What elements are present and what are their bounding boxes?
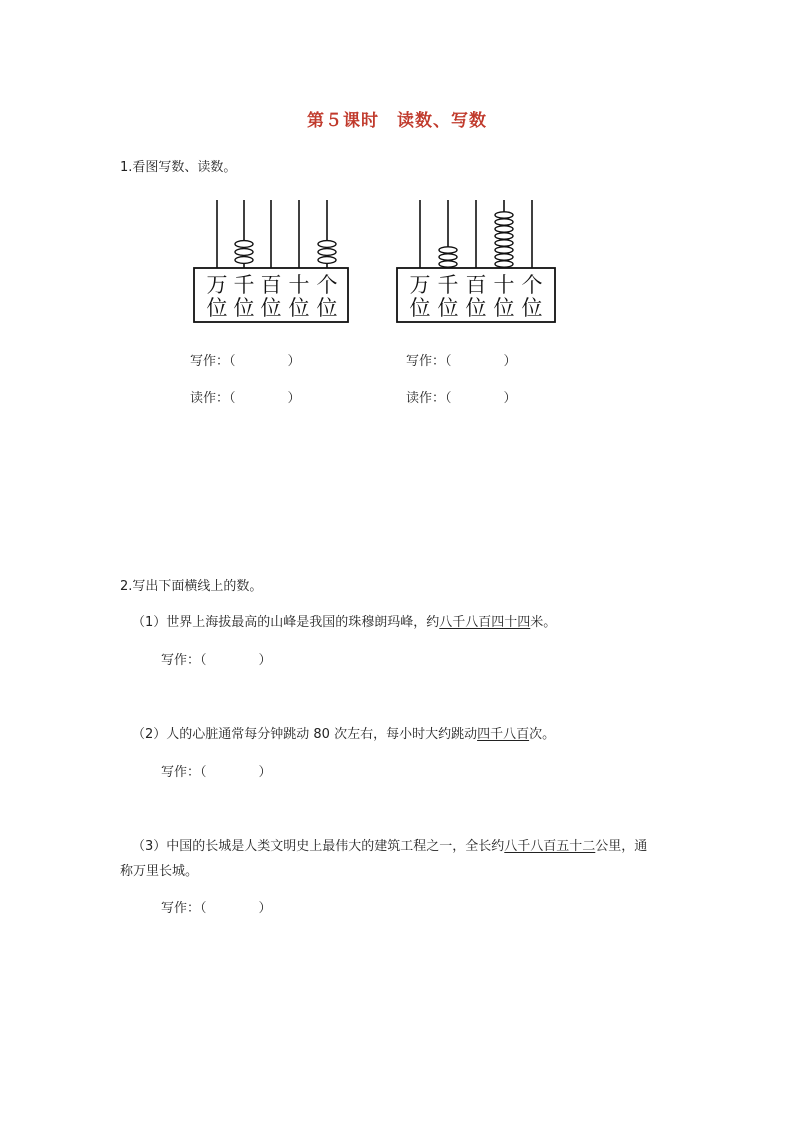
abacus-1-suffix: 位 [288,296,310,320]
abacus-2-suffix: 位 [437,296,459,320]
abacus-bead [495,254,513,260]
abacus-1-suffix: 位 [316,296,338,320]
close-paren: ） [258,765,272,780]
abacus-2-unit-qian: 千 [437,273,459,297]
abacus-2-suffix: 位 [521,296,543,320]
q2-item-1-write-answer[interactable] [161,649,272,668]
q2-item-3-underlined: 八千八百五十二 [504,839,596,854]
abacus-1 [190,196,355,326]
abacus-1-rods [217,200,327,268]
page-title: 第５课时 读数、写数 [307,111,487,131]
q2-item-2 [132,723,555,742]
q2-item-1-prefix: （1）世界上海拔最高的山峰是我国的珠穆朗玛峰，约 [132,615,440,630]
abacus-1-unit-ge: 个 [316,273,338,297]
abacus-2-unit-shi: 十 [493,273,515,297]
abacus-2 [393,196,563,326]
abacus-bead [495,219,513,225]
abacus-2-suffix: 位 [493,296,515,320]
close-paren: ） [503,391,517,406]
abacus-2-unit-ge: 个 [521,273,543,297]
abacus-1-unit-shi: 十 [288,273,310,297]
abacus-bead [495,240,513,246]
q1-abacus-2-read-answer[interactable] [406,387,517,406]
write-label: 写作：（ [161,653,207,668]
close-paren: ） [287,391,301,406]
q2-item-3-continuation: 称万里长城。 [120,864,199,879]
close-paren: ） [503,354,517,369]
abacus-bead [235,249,253,256]
abacus-1-beads [235,241,336,264]
abacus-1-suffix: 位 [206,296,228,320]
abacus-bead [495,261,513,267]
abacus-2-figure [393,196,563,326]
q2-item-1-underlined: 八千八百四十四 [439,615,531,630]
abacus-bead [439,261,457,267]
abacus-1-unit-wan: 万 [206,273,228,297]
abacus-bead [495,233,513,239]
abacus-bead [495,226,513,232]
abacus-2-unit-wan: 万 [409,273,431,297]
q1-abacus-2-write-answer[interactable] [406,350,517,369]
q2-item-2-prefix: （2）人的心脏通常每分钟跳动 80 次左右，每小时大约跳动 [132,727,478,742]
q2-item-1 [132,611,556,630]
abacus-bead [439,254,457,260]
write-label: 写作：（ [161,901,207,916]
close-paren: ） [287,354,301,369]
q2-item-3 [132,835,647,854]
q2-item-1-suffix: 米。 [530,615,557,630]
write-label: 写作：（ [406,354,452,369]
abacus-1-unit-bai: 百 [260,273,282,297]
q2-item-2-write-answer[interactable] [161,761,272,780]
abacus-bead [318,257,336,264]
abacus-bead [318,249,336,256]
question-2-heading: 2.写出下面横线上的数。 [120,579,263,594]
abacus-1-suffix: 位 [233,296,255,320]
q1-abacus-1-read-answer[interactable] [190,387,301,406]
q2-item-3-write-answer[interactable] [161,897,272,916]
abacus-1-unit-qian: 千 [233,273,255,297]
write-label: 写作：（ [161,765,207,780]
read-label: 读作：（ [406,391,452,406]
abacus-2-suffix: 位 [409,296,431,320]
q2-item-3-prefix: （3）中国的长城是人类文明史上最伟大的建筑工程之一，全长约 [132,839,505,854]
abacus-bead [318,241,336,248]
read-label: 读作：（ [190,391,236,406]
q2-item-3-suffix: 公里，通 [595,839,648,854]
abacus-bead [235,241,253,248]
question-1-heading: 1.看图写数、读数。 [120,160,237,175]
abacus-1-figure [190,196,355,326]
abacus-bead [495,247,513,253]
abacus-bead [439,247,457,253]
q2-item-2-suffix: 次。 [529,727,556,742]
close-paren: ） [258,653,272,668]
abacus-bead [495,212,513,218]
close-paren: ） [258,901,272,916]
abacus-2-suffix: 位 [465,296,487,320]
abacus-1-suffix: 位 [260,296,282,320]
abacus-bead [235,257,253,264]
abacus-2-rods [420,200,532,268]
q2-item-2-underlined: 四千八百 [477,727,530,742]
q1-abacus-1-write-answer[interactable] [190,350,301,369]
write-label: 写作：（ [190,354,236,369]
abacus-2-unit-bai: 百 [465,273,487,297]
